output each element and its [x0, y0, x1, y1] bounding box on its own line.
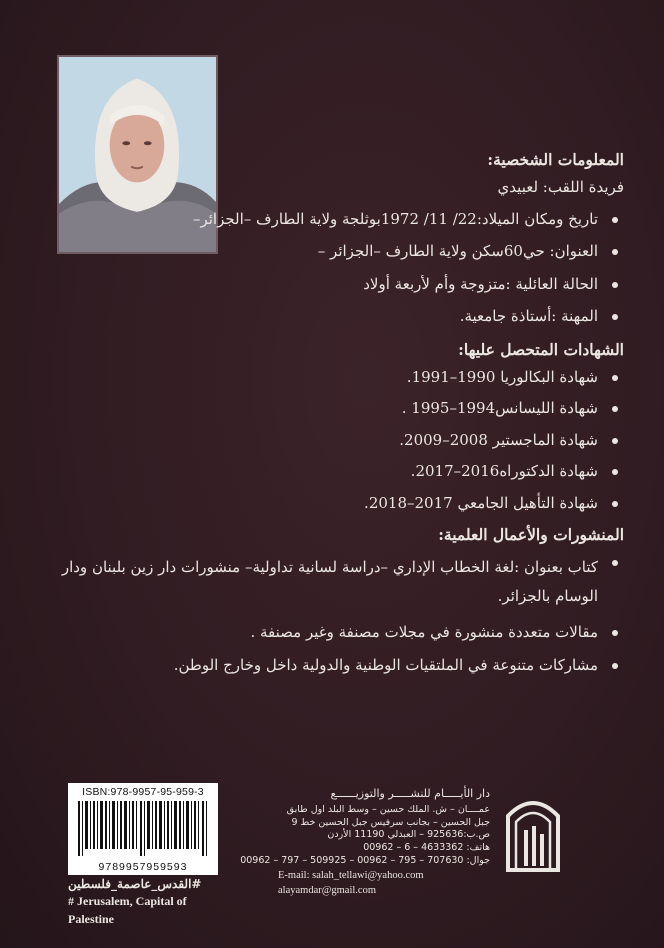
publisher-address-line: جبل الحسين – بجانب سرفيس جبل الحسين خط 9: [291, 816, 490, 828]
list-item: شهادة الليسانس1994–1995 .: [34, 399, 624, 419]
publisher-address-line: عمــــان – ش. الملك حسين – وسط البلد اول طابق: [286, 803, 490, 815]
degrees-list: [34, 368, 624, 514]
hashtag-english: # Jerusalem, Capital of Palestine: [68, 894, 187, 926]
publisher-phone: هاتف: 4633362 – 6 – 00962: [363, 842, 490, 854]
list-item: شهادة التأهيل الجامعي 2017–2018.: [34, 494, 624, 514]
barcode-bars: [78, 801, 210, 856]
email-2: alayamdar@gmail.com: [278, 885, 377, 897]
email-1: E-mail: salah_tellawi@yahoo.com: [278, 870, 424, 881]
publisher-logo: [502, 786, 564, 874]
publications-heading: المنشورات والأعمال العلمية:: [438, 525, 624, 545]
isbn-label: ISBN:978-9957-95-959-3: [82, 786, 204, 798]
personal-info-heading: المعلومات الشخصية:: [487, 150, 624, 169]
list-item: مشاركات متنوعة في الملتقيات الوطنية والدولية داخل وخارج الوطن.: [34, 656, 624, 676]
list-item: تاريخ ومكان الميلاد:22/ 11/ 1972بوثلجة ولاية الطارف –الجزائر–: [34, 210, 624, 230]
list-item: المهنة :أستاذة جامعية.: [34, 307, 624, 327]
publisher-emails: [278, 868, 424, 898]
list-item: شهادة البكالوريا 1990–1991.: [34, 368, 624, 388]
list-item: العنوان: حي60سكن ولاية الطارف –الجزائر –: [34, 242, 624, 262]
publisher-info: [240, 787, 490, 868]
list-item: شهادة الماجستير 2008–2009.: [34, 431, 624, 451]
author-bio: [34, 150, 624, 688]
list-item: شهادة الدكتوراه2016–2017.: [34, 462, 624, 482]
publisher-name: دار الأيـــــام للنشـــــر والتوزيــــــع: [330, 787, 490, 800]
author-name: فريدة اللقب: لعبيدي: [497, 178, 624, 197]
list-item: الحالة العائلية :متزوجة وأم لأربعة أولاد: [34, 275, 624, 295]
list-item: مقالات متعددة منشورة في مجلات مصنفة وغير مصنفة .: [34, 623, 624, 643]
publications-list: [34, 553, 624, 675]
personal-info-list: [34, 210, 624, 327]
publisher-address-line: ص.ب:925636 – العبدلي 11190 الأردن: [327, 829, 490, 841]
barcode: [68, 783, 218, 875]
degrees-heading: الشهادات المتحصل عليها:: [458, 339, 624, 359]
list-item: كتاب بعنوان :لغة الخطاب الإداري –دراسة لسانية تداولية– منشورات دار زين بلبنان ودار الوسام بالجزائر.: [34, 553, 624, 610]
publisher-mobile: جوال: 707630 – 795 – 00962 – 509925 – 797 – 00962: [240, 855, 490, 867]
hashtag-arabic: #القدس_عاصمة_فلسطين: [68, 877, 202, 891]
ean-digits: 9789957959593: [98, 861, 188, 873]
hashtags: [68, 876, 228, 928]
